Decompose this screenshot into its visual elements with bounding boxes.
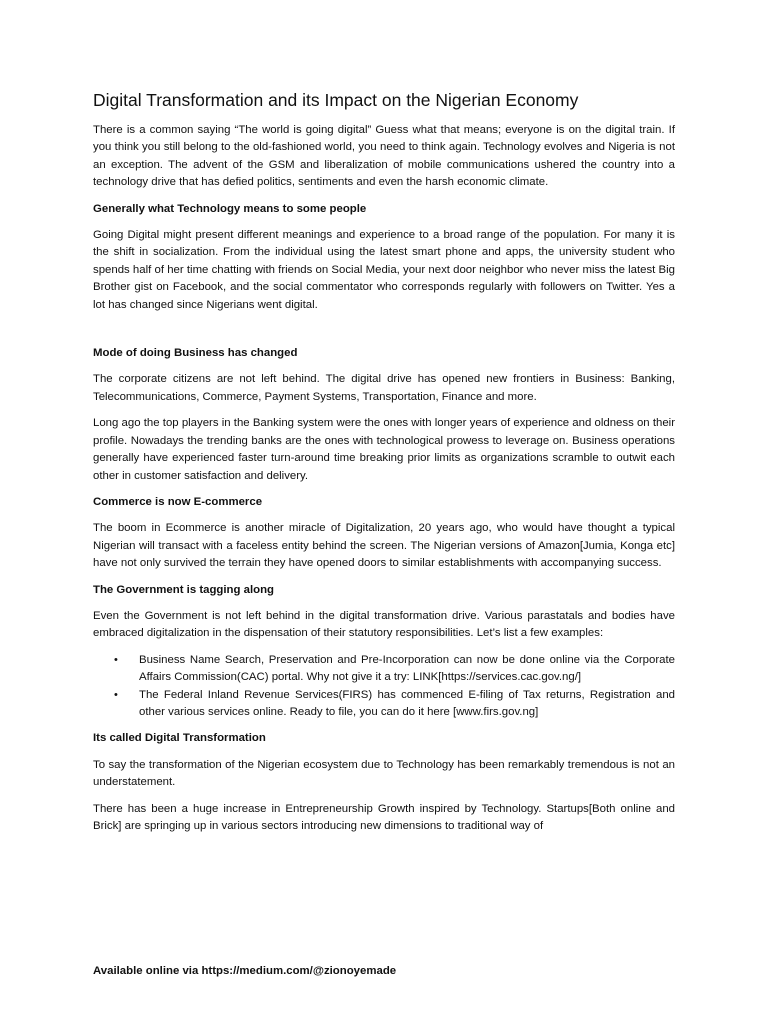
document-title: Digital Transformation and its Impact on the Nigerian Economy <box>93 90 579 110</box>
section-paragraph: Long ago the top players in the Banking system were the ones with longer years of experience and oldness on their profile. Nowadays the trending banks are the ones with technological prowess to leverage on. Business operations generally have experienced faster turn-around time breaking prior limits as organizations scramble to outwit each other in customer satisfaction and delivery. <box>93 417 675 482</box>
section-paragraph: Going Digital might present different meanings and experience to a broad range of the population. For many it is the shift in socialization. From the individual using the latest smart phone and apps, the university student who spends half of her time chatting with friends on Social Media, your next door neighbor who never miss the latest Big Brother gist on Facebook, and the social commentator who corresponds regularly with followers on Twitter. Yes a lot has changed since Nigerians went digital. <box>93 229 675 311</box>
page-footer: Available online via https://medium.com/@zionoyemade <box>93 965 397 977</box>
section-paragraph: The boom in Ecommerce is another miracle of Digitalization, 20 years ago, who would have thought a typical Nigerian will transact with a faceless entity behind the screen. The Nigerian versions of Amazon[Jumia, Konga etc] have not only survived the terrain they have opened doors to similar establishments with accompanying success. <box>93 522 675 570</box>
section-paragraph: To say the transformation of the Nigerian ecosystem due to Technology has been remarkably tremendous is not an understatement. <box>93 758 675 789</box>
section-heading-government: The Government is tagging along <box>93 583 274 596</box>
section-paragraph: There has been a huge increase in Entrepreneurship Growth inspired by Technology. Startups[Both online and Brick] are springing up in various sectors introducing new dimensions to traditional way of <box>93 802 675 832</box>
section-heading-technology-meaning: Generally what Technology means to some people <box>93 202 367 215</box>
document-body <box>93 88 675 844</box>
section-heading-ecommerce: Commerce is now E-commerce <box>93 495 263 508</box>
section-paragraph: The corporate citizens are not left behind. The digital drive has opened new frontiers in Business: Banking, Telecommunications, Commerce, Payment Systems, Transportation, Finance and more. <box>93 373 675 403</box>
intro-paragraph: There is a common saying “The world is going digital” Guess what that means; everyone is on the digital train. If you think you still belong to the old-fashioned world, you need to think again. Technology evolves and Nigeria is not an exception. The advent of the GSM and liberalization of mobile communications ushered the country into a technology drive that has defied politics, sentiments and even the harsh economic climate. <box>93 124 675 189</box>
bullet-icon: • <box>114 688 118 701</box>
spacer <box>93 323 675 345</box>
list-item <box>93 652 675 687</box>
section-paragraph: Even the Government is not left behind in the digital transformation drive. Various parastatals and bodies have embraced digitalization in the dispensation of their statutory responsibilities. Let’s list a few examples: <box>93 609 675 640</box>
bullet-icon: • <box>114 653 118 666</box>
list-item <box>93 687 675 722</box>
section-heading-digital-transformation: Its called Digital Transformation <box>93 732 266 745</box>
list-item-text: The Federal Inland Revenue Services(FIRS) has commenced E-filing of Tax returns, Registration and other various services online. Ready to file, you can do it here [www.firs.gov.ng] <box>139 688 675 718</box>
examples-list <box>93 652 675 722</box>
list-item-text: Business Name Search, Preservation and Pre-Incorporation can now be done online via the Corporate Affairs Commission(CAC) portal. Why not give it a try: LINK[https://services.cac.gov.ng/] <box>139 653 675 684</box>
section-heading-business: Mode of doing Business has changed <box>93 347 298 360</box>
